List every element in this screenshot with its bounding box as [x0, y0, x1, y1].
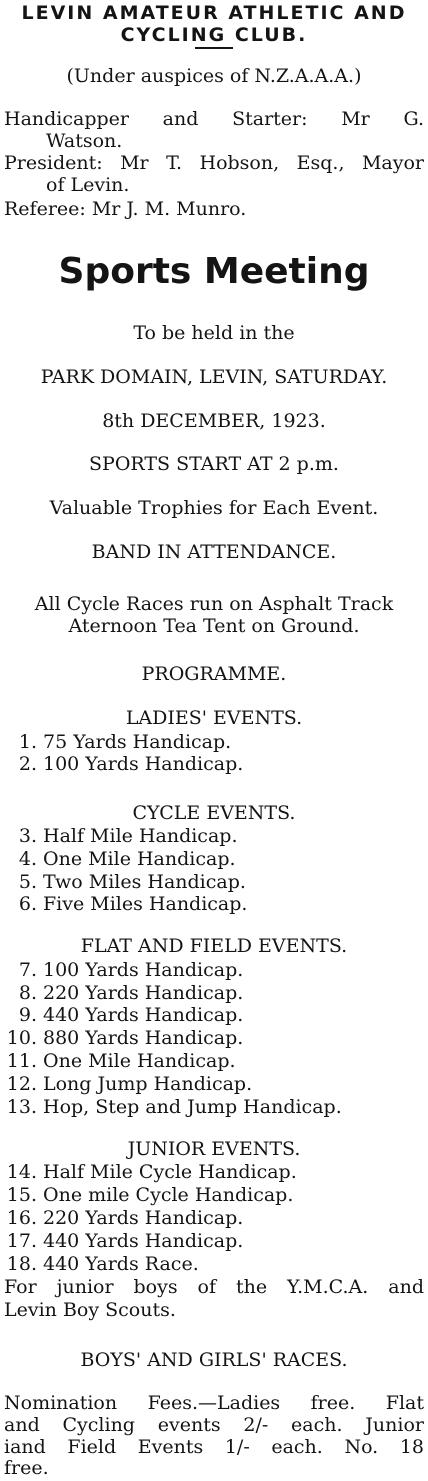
list-item: Half Mile Cycle Handicap. [43, 1161, 297, 1183]
list-item: Long Jump Handicap. [43, 1073, 253, 1095]
start-time-line: SPORTS START AT 2 p.m. [89, 453, 339, 475]
list-item-number: 5. [18, 871, 37, 893]
list-item-number: 14. [6, 1161, 37, 1183]
list-item-number: 4. [18, 848, 37, 870]
cycle-track-note: All Cycle Races run on Asphalt Track [34, 593, 394, 615]
list-item-number: 2. [18, 753, 37, 775]
list-item: 440 Yards Handicap. [43, 1230, 244, 1252]
boys-girls-races-heading: BOYS' AND GIRLS' RACES. [80, 1349, 348, 1371]
list-item: Hop, Step and Jump Handicap. [43, 1096, 342, 1118]
list-item-number: 11. [6, 1050, 37, 1072]
flat-field-events-heading: FLAT AND FIELD EVENTS. [80, 935, 348, 957]
list-item: 220 Yards Handicap. [43, 982, 244, 1004]
list-item-number: 7. [18, 959, 37, 981]
president-line-2: of Levin. [46, 174, 130, 196]
president-line-1: President: Mr T. Hobson, Esq., Mayor [4, 152, 424, 174]
list-item: 220 Yards Handicap. [43, 1207, 244, 1229]
list-item: Two Miles Handicap. [43, 871, 246, 893]
list-item-number: 13. [6, 1096, 37, 1118]
band-line: BAND IN ATTENDANCE. [91, 541, 337, 563]
auspices-line: (Under auspices of N.Z.A.A.A.) [66, 65, 362, 87]
list-item-number: 16. [6, 1207, 37, 1229]
handicapper-line-1: Handicapper and Starter: Mr G. [4, 108, 424, 130]
title-underline [195, 47, 233, 49]
list-item-number: 9. [18, 1004, 37, 1026]
ladies-events-heading: LADIES' EVENTS. [125, 707, 303, 729]
list-item: 880 Yards Handicap. [43, 1027, 244, 1049]
club-title-line-1: LEVIN AMATEUR ATHLETIC AND [21, 2, 407, 24]
list-item-number: 15. [6, 1184, 37, 1206]
list-item: Half Mile Handicap. [43, 825, 238, 847]
junior-events-heading: JUNIOR EVENTS. [127, 1138, 301, 1160]
trophies-line: Valuable Trophies for Each Event. [49, 497, 379, 519]
list-item: One mile Cycle Handicap. [43, 1184, 294, 1206]
list-item-number: 1. [18, 731, 37, 753]
club-title-line-2: CYCLING CLUB. [120, 24, 308, 46]
fees-line-2: and Cycling events 2/- each. Junior [4, 1414, 424, 1436]
list-item: 440 Yards Race. [43, 1253, 199, 1275]
handicapper-line-2: Watson. [46, 130, 123, 152]
cycle-events-heading: CYCLE EVENTS. [132, 802, 296, 824]
list-item: 100 Yards Handicap. [43, 753, 244, 775]
junior-note-line-2: Levin Boy Scouts. [4, 1299, 176, 1321]
list-item-number: 10. [6, 1027, 37, 1049]
list-item: One Mile Handicap. [43, 848, 236, 870]
list-item-number: 18. [6, 1253, 37, 1275]
date-line: 8th DECEMBER, 1923. [102, 410, 326, 432]
junior-note-line-1: For junior boys of the Y.M.C.A. and [4, 1276, 424, 1298]
fees-line-4: free. [4, 1457, 49, 1479]
list-item-number: 12. [6, 1073, 37, 1095]
tea-tent-note: Aternoon Tea Tent on Ground. [68, 615, 360, 637]
venue-line: PARK DOMAIN, LEVIN, SATURDAY. [40, 366, 388, 388]
list-item: Five Miles Handicap. [43, 893, 248, 915]
list-item: 75 Yards Handicap. [43, 731, 232, 753]
referee-line: Referee: Mr J. M. Munro. [4, 198, 247, 220]
list-item-number: 6. [18, 893, 37, 915]
list-item: One Mile Handicap. [43, 1050, 236, 1072]
fees-line-3: iand Field Events 1/- each. No. 18 [4, 1436, 424, 1458]
list-item: 100 Yards Handicap. [43, 959, 244, 981]
intro-line: To be held in the [133, 322, 295, 344]
list-item-number: 8. [18, 982, 37, 1004]
programme-heading: PROGRAMME. [141, 663, 287, 685]
list-item: 440 Yards Handicap. [43, 1004, 244, 1026]
fees-line-1: Nomination Fees.—Ladies free. Flat [4, 1392, 424, 1414]
sports-meeting-heading: Sports Meeting [58, 251, 370, 292]
list-item-number: 17. [6, 1230, 37, 1252]
list-item-number: 3. [18, 825, 37, 847]
